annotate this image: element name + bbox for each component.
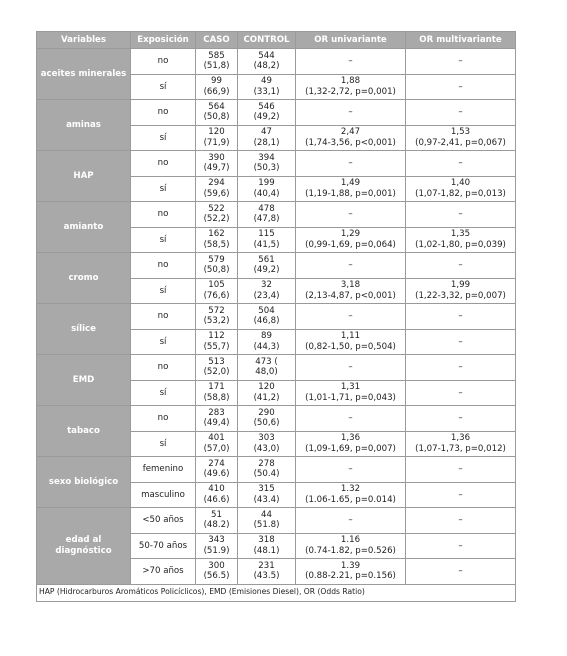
cell-line-2: (1,09-1,69, p=0,007) (305, 443, 396, 454)
cell-line-1: – (458, 107, 463, 117)
cell-line-1: 231 (258, 560, 275, 571)
cell-line-1: 504 (258, 305, 275, 316)
cell-line-2: (1,22-3,32, p=0,007) (415, 290, 506, 301)
or-multivariante-cell (406, 227, 516, 253)
table-row (37, 253, 516, 279)
exposure-cell: sí (131, 278, 196, 304)
cell-line-2: (58,8) (203, 392, 230, 403)
exposure-cell: >70 años (131, 559, 196, 585)
table-row (37, 100, 516, 126)
cell-line-1: – (458, 311, 463, 321)
cell-line-1: 572 (208, 305, 225, 316)
cell-line-1: – (458, 209, 463, 219)
cell-line-2: (66,9) (203, 86, 230, 97)
cell-line-1: 283 (208, 407, 225, 418)
cell-line-1: 105 (208, 280, 225, 291)
control-cell (238, 253, 296, 279)
caso-cell (196, 329, 238, 355)
cell-line-2: (49,2) (253, 265, 280, 276)
cell-line-1: 1,29 (340, 229, 361, 240)
or-multivariante-cell (406, 151, 516, 177)
exposure-cell: masculino (131, 482, 196, 508)
cell-line-2: (0.74-1.82, p=0.526) (305, 545, 396, 556)
or-multivariante-cell (406, 202, 516, 228)
table-row (37, 202, 516, 228)
cell-line-2: (48,2) (253, 61, 280, 72)
exposure-cell: <50 años (131, 508, 196, 534)
table-row (37, 304, 516, 330)
caso-cell (196, 457, 238, 483)
cell-line-2: (57,0) (203, 443, 230, 454)
cell-line-1: 394 (258, 152, 275, 163)
cell-line-2: (51,8) (203, 61, 230, 72)
or-univariante-cell (296, 355, 406, 381)
variable-label: aminas (37, 100, 131, 151)
cell-line-1: 561 (258, 254, 275, 265)
cell-line-1: 1,35 (450, 229, 471, 240)
cell-line-2: (43.5) (253, 571, 280, 582)
or-univariante-cell (296, 533, 406, 559)
exposure-cell: no (131, 253, 196, 279)
or-univariante-cell (296, 431, 406, 457)
cell-line-1: 390 (208, 152, 225, 163)
or-multivariante-cell (406, 457, 516, 483)
caso-cell (196, 100, 238, 126)
cell-line-1: 564 (208, 101, 225, 112)
cell-line-1: 49 (261, 76, 272, 87)
or-univariante-cell (296, 457, 406, 483)
header-control: CONTROL (238, 32, 296, 49)
caso-cell (196, 355, 238, 381)
cell-line-2: (49.6) (203, 469, 230, 480)
or-univariante-cell (296, 304, 406, 330)
or-univariante-cell (296, 380, 406, 406)
control-cell (238, 100, 296, 126)
cell-line-2: (33,1) (253, 86, 280, 97)
cell-line-2: (55,7) (203, 341, 230, 352)
results-table-container (36, 31, 515, 602)
cell-line-2: (76,6) (203, 290, 230, 301)
cell-line-1: 522 (208, 203, 225, 214)
header-caso: CASO (196, 32, 238, 49)
cell-line-1: 32 (261, 280, 272, 291)
control-cell (238, 380, 296, 406)
cell-line-1: – (458, 387, 463, 398)
cell-line-1: – (458, 566, 463, 576)
cell-line-1: 303 (258, 433, 275, 444)
control-cell (238, 355, 296, 381)
cell-line-1: 2,47 (340, 127, 361, 138)
caso-cell (196, 304, 238, 330)
control-cell (238, 329, 296, 355)
or-multivariante-cell (406, 74, 516, 100)
table-row (37, 151, 516, 177)
cell-line-1: – (348, 413, 353, 423)
or-multivariante-cell (406, 125, 516, 151)
cell-line-1: 300 (208, 560, 225, 571)
header-or-univariante: OR univariante (296, 32, 406, 49)
cell-line-2: (56.5) (203, 571, 230, 582)
or-univariante-cell (296, 227, 406, 253)
cell-line-1: 171 (208, 382, 225, 393)
cell-line-1: – (458, 413, 463, 423)
cell-line-2: (52,2) (203, 214, 230, 225)
control-cell (238, 533, 296, 559)
caso-cell (196, 176, 238, 202)
exposure-cell: sí (131, 329, 196, 355)
or-multivariante-cell (406, 559, 516, 585)
cell-line-1: 579 (208, 254, 225, 265)
exposure-cell: sí (131, 431, 196, 457)
variable-label: tabaco (37, 406, 131, 457)
caso-cell (196, 202, 238, 228)
exposure-cell: no (131, 100, 196, 126)
exposure-cell: no (131, 406, 196, 432)
footnote-row (37, 584, 516, 601)
cell-line-1: – (458, 81, 463, 92)
cell-line-1: – (348, 158, 353, 168)
control-cell (238, 74, 296, 100)
control-cell (238, 176, 296, 202)
cell-line-1: – (458, 464, 463, 474)
cell-line-1: – (458, 362, 463, 372)
cell-line-2: (50,8) (203, 265, 230, 276)
cell-line-2: (1,32-2,72, p=0,001) (305, 86, 396, 97)
cell-line-1: – (348, 464, 353, 474)
cell-line-1: 294 (208, 178, 225, 189)
cell-line-1: 478 (258, 203, 275, 214)
cell-line-1: 3,18 (340, 280, 361, 291)
cell-line-2: (1,07-1,82, p=0,013) (415, 188, 506, 199)
cell-line-1: 513 (208, 356, 225, 367)
cell-line-2: (28,1) (253, 137, 280, 148)
cell-line-1: 278 (258, 458, 275, 469)
cell-line-2: (49,7) (203, 163, 230, 174)
cell-line-2: (50,3) (253, 163, 280, 174)
cell-line-2: (58,5) (203, 239, 230, 250)
cell-line-2: (48.1) (253, 545, 280, 556)
cell-line-2: (23,4) (253, 290, 280, 301)
footnote: HAP (Hidrocarburos Aromáticos Policíclicos), EMD (Emisiones Diesel), OR (Odds Ratio) (37, 584, 516, 601)
or-univariante-cell (296, 100, 406, 126)
cell-line-2: (49,2) (253, 112, 280, 123)
variable-label: cromo (37, 253, 131, 304)
table-row (37, 355, 516, 381)
cell-line-1: 318 (258, 535, 275, 546)
cell-line-1: 1,36 (450, 433, 471, 444)
cell-line-1: 1.16 (340, 535, 361, 546)
cell-line-1: – (458, 489, 463, 500)
cell-line-1: 51 (211, 509, 222, 520)
cell-line-1: 401 (208, 433, 225, 444)
or-univariante-cell (296, 508, 406, 534)
caso-cell (196, 151, 238, 177)
cell-line-1: – (458, 515, 463, 525)
cell-line-2: (0,99-1,69, p=0,064) (305, 239, 396, 250)
caso-cell (196, 74, 238, 100)
control-cell (238, 304, 296, 330)
or-univariante-cell (296, 176, 406, 202)
cell-line-1: 315 (258, 484, 275, 495)
exposure-cell: no (131, 304, 196, 330)
cell-line-1: 343 (208, 535, 225, 546)
cell-line-2: (50,6) (253, 418, 280, 429)
cell-line-2: (47,8) (253, 214, 280, 225)
cell-line-1: 1,99 (450, 280, 471, 291)
cell-line-2: (43,0) (253, 443, 280, 454)
or-multivariante-cell (406, 253, 516, 279)
control-cell (238, 482, 296, 508)
cell-line-2: (48.2) (203, 520, 230, 531)
or-multivariante-cell (406, 533, 516, 559)
cell-line-2: (40,4) (253, 188, 280, 199)
cell-line-2: 48,0) (255, 367, 278, 378)
exposure-cell: sí (131, 125, 196, 151)
variable-label: EMD (37, 355, 131, 406)
cell-line-2: (71,9) (203, 137, 230, 148)
control-cell (238, 151, 296, 177)
cell-line-1: – (348, 209, 353, 219)
caso-cell (196, 559, 238, 585)
cell-line-2: (1,74-3,56, p<0,001) (305, 137, 396, 148)
cell-line-2: (43.4) (253, 494, 280, 505)
control-cell (238, 508, 296, 534)
cell-line-1: – (458, 56, 463, 66)
control-cell (238, 406, 296, 432)
table-row (37, 508, 516, 534)
cell-line-2: (50.4) (253, 469, 280, 480)
cell-line-1: 410 (208, 484, 225, 495)
caso-cell (196, 380, 238, 406)
or-univariante-cell (296, 202, 406, 228)
cell-line-1: – (348, 311, 353, 321)
variable-label: sexo biológico (37, 457, 131, 508)
cell-line-2: (1,07-1,73, p=0,012) (415, 443, 506, 454)
caso-cell (196, 431, 238, 457)
variable-label: HAP (37, 151, 131, 202)
control-cell (238, 202, 296, 228)
table-row (37, 49, 516, 75)
cell-line-1: 99 (211, 76, 222, 87)
cell-line-1: – (458, 540, 463, 551)
exposure-cell: no (131, 49, 196, 75)
cell-line-1: 544 (258, 50, 275, 61)
or-univariante-cell (296, 125, 406, 151)
cell-line-2: (2,13-4,87, p<0,001) (305, 290, 396, 301)
exposure-cell: 50-70 años (131, 533, 196, 559)
variable-label: sílice (37, 304, 131, 355)
cell-line-1: 1.39 (340, 560, 361, 571)
caso-cell (196, 49, 238, 75)
cell-line-2: (41,2) (253, 392, 280, 403)
or-multivariante-cell (406, 380, 516, 406)
or-multivariante-cell (406, 431, 516, 457)
cell-line-1: 1.32 (340, 484, 361, 495)
or-univariante-cell (296, 49, 406, 75)
cell-line-2: (0,82-1,50, p=0,504) (305, 341, 396, 352)
or-multivariante-cell (406, 176, 516, 202)
exposure-cell: sí (131, 380, 196, 406)
cell-line-1: 1,53 (450, 127, 471, 138)
cell-line-1: 112 (208, 331, 225, 342)
cell-line-1: – (458, 260, 463, 270)
cell-line-2: (1.06-1.65, p=0.014) (305, 494, 396, 505)
cell-line-2: (1,02-1,80, p=0,039) (415, 239, 506, 250)
cell-line-1: – (348, 260, 353, 270)
cell-line-1: 546 (258, 101, 275, 112)
caso-cell (196, 406, 238, 432)
or-univariante-cell (296, 74, 406, 100)
control-cell (238, 227, 296, 253)
or-multivariante-cell (406, 406, 516, 432)
or-univariante-cell (296, 151, 406, 177)
or-multivariante-cell (406, 278, 516, 304)
cell-line-1: – (458, 336, 463, 347)
cell-line-1: 290 (258, 407, 275, 418)
cell-line-1: 1,40 (450, 178, 471, 189)
caso-cell (196, 227, 238, 253)
header-variables: Variables (37, 32, 131, 49)
exposure-cell: no (131, 151, 196, 177)
header-or-multivariante: OR multivariante (406, 32, 516, 49)
cell-line-1: 162 (208, 229, 225, 240)
or-univariante-cell (296, 559, 406, 585)
control-cell (238, 457, 296, 483)
cell-line-1: 1,36 (340, 433, 361, 444)
cell-line-1: 47 (261, 127, 272, 138)
variable-label: aceites minerales (37, 49, 131, 100)
cell-line-2: (44,3) (253, 341, 280, 352)
exposure-cell: sí (131, 227, 196, 253)
cell-line-1: 44 (261, 509, 272, 520)
header-exposicion: Exposición (131, 32, 196, 49)
cell-line-2: (50,8) (203, 112, 230, 123)
cell-line-1: – (348, 362, 353, 372)
exposure-cell: no (131, 202, 196, 228)
results-table (36, 31, 516, 602)
or-multivariante-cell (406, 49, 516, 75)
or-univariante-cell (296, 482, 406, 508)
cell-line-1: 1,31 (340, 382, 361, 393)
cell-line-1: 120 (258, 382, 275, 393)
table-header-row (37, 32, 516, 49)
cell-line-2: (46,8) (253, 316, 280, 327)
cell-line-2: (52,0) (203, 367, 230, 378)
cell-line-2: (0.88-2.21, p=0.156) (305, 571, 396, 582)
control-cell (238, 49, 296, 75)
caso-cell (196, 253, 238, 279)
cell-line-1: 1,88 (340, 76, 361, 87)
control-cell (238, 278, 296, 304)
or-multivariante-cell (406, 355, 516, 381)
variable-label: edad al diagnóstico (37, 508, 131, 585)
or-univariante-cell (296, 253, 406, 279)
table-row (37, 406, 516, 432)
cell-line-1: – (458, 158, 463, 168)
cell-line-1: 1,49 (340, 178, 361, 189)
caso-cell (196, 125, 238, 151)
exposure-cell: sí (131, 176, 196, 202)
caso-cell (196, 482, 238, 508)
or-univariante-cell (296, 406, 406, 432)
variable-label: amianto (37, 202, 131, 253)
cell-line-1: – (348, 515, 353, 525)
cell-line-2: (0,97-2,41, p=0,067) (415, 137, 506, 148)
cell-line-2: (46.6) (203, 494, 230, 505)
exposure-cell: femenino (131, 457, 196, 483)
cell-line-1: – (348, 56, 353, 66)
cell-line-1: 274 (208, 458, 225, 469)
or-multivariante-cell (406, 304, 516, 330)
caso-cell (196, 508, 238, 534)
cell-line-2: (51.8) (253, 520, 280, 531)
cell-line-1: 115 (258, 229, 275, 240)
caso-cell (196, 278, 238, 304)
cell-line-1: 120 (208, 127, 225, 138)
table-row (37, 457, 516, 483)
cell-line-2: (53,2) (203, 316, 230, 327)
cell-line-1: 1,11 (340, 331, 361, 342)
control-cell (238, 559, 296, 585)
cell-line-1: – (348, 107, 353, 117)
cell-line-1: 199 (258, 178, 275, 189)
or-multivariante-cell (406, 329, 516, 355)
or-univariante-cell (296, 329, 406, 355)
or-multivariante-cell (406, 482, 516, 508)
cell-line-2: (59,6) (203, 188, 230, 199)
exposure-cell: sí (131, 74, 196, 100)
control-cell (238, 431, 296, 457)
cell-line-2: (41,5) (253, 239, 280, 250)
cell-line-1: 585 (208, 50, 225, 61)
cell-line-2: (49,4) (203, 418, 230, 429)
cell-line-2: (1,01-1,71, p=0,043) (305, 392, 396, 403)
cell-line-1: 473 ( (255, 356, 278, 367)
control-cell (238, 125, 296, 151)
cell-line-1: 89 (261, 331, 272, 342)
or-multivariante-cell (406, 508, 516, 534)
cell-line-2: (1,19-1,88, p=0,001) (305, 188, 396, 199)
table-body (37, 49, 516, 585)
or-multivariante-cell (406, 100, 516, 126)
caso-cell (196, 533, 238, 559)
or-univariante-cell (296, 278, 406, 304)
cell-line-2: (51.9) (203, 545, 230, 556)
exposure-cell: no (131, 355, 196, 381)
